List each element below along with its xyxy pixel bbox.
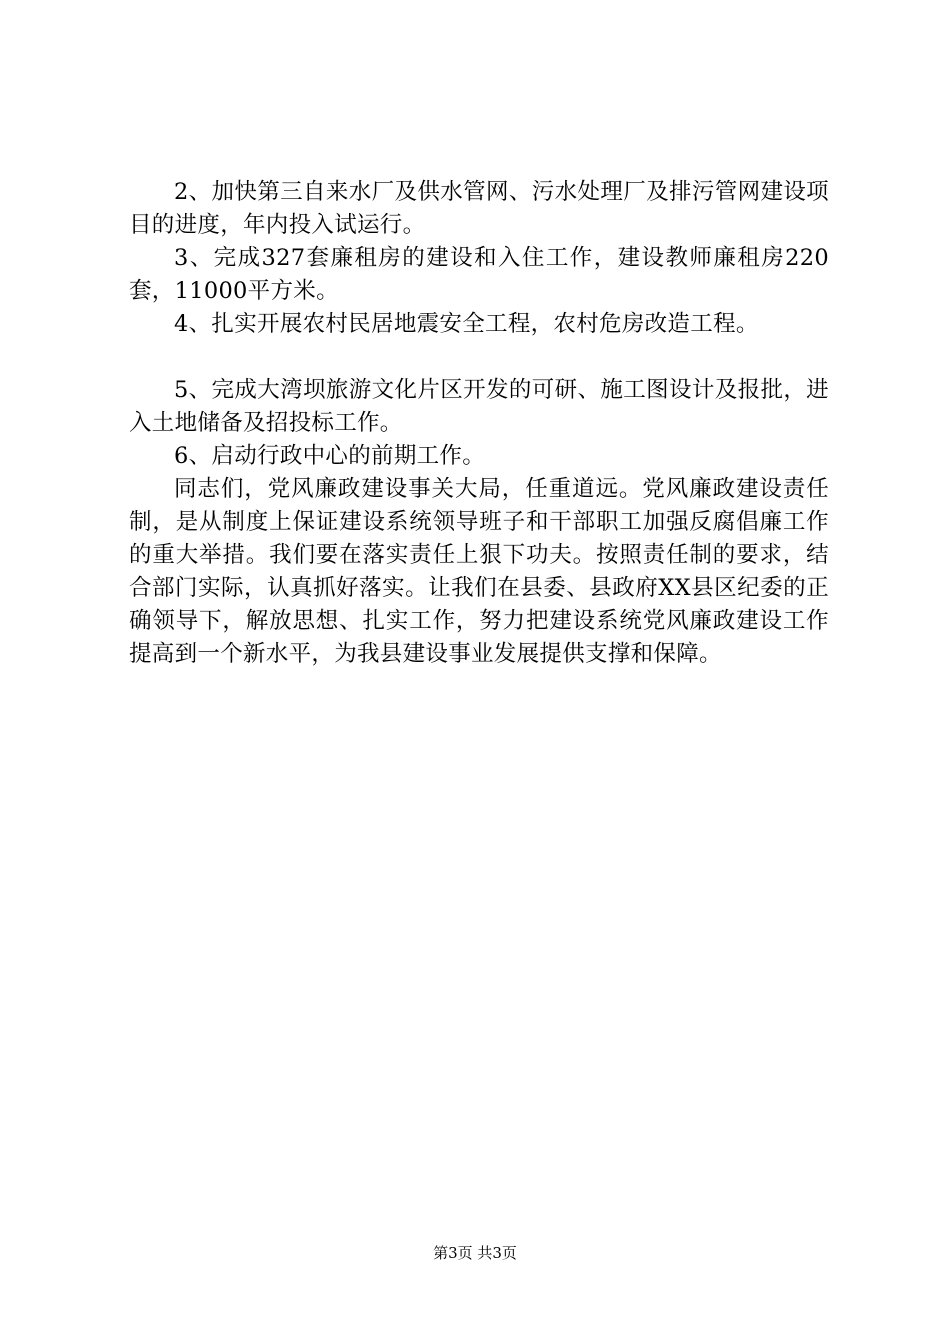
paragraph-item-5: 5、完成大湾坝旅游文化片区开发的可研、施工图设计及报批，进入土地储备及招投标工作。 — [129, 377, 829, 436]
page-number: 第3页 共3页 — [433, 1244, 517, 1262]
document-body — [129, 176, 829, 671]
paragraph-closing: 同志们，党风廉政建设事关大局，任重道远。党风廉政建设责任制，是从制度上保证建设系统领导班子和干部职工加强反腐倡廉工作的重大举措。我们要在落实责任上狠下功夫。按照责任制的要求，结合部门实际，认真抓好落实。让我们在县委、县政府XX县区纪委的正确领导下，解放思想、扎实工作，努力把建设系统党风廉政建设工作提高到一个新水平，为我县建设事业发展提供支撑和保障。 — [129, 476, 829, 667]
paragraph-item-3: 3、完成327套廉租房的建设和入住工作，建设教师廉租房220套，11000平方米。 — [129, 245, 829, 304]
paragraph-item-6: 6、启动行政中心的前期工作。 — [174, 443, 486, 469]
page-footer — [0, 1243, 950, 1263]
paragraph-item-4: 4、扎实开展农村民居地震安全工程，农村危房改造工程。 — [174, 311, 759, 337]
paragraph-item-2: 2、加快第三自来水厂及供水管网、污水处理厂及排污管网建设项目的进度，年内投入试运行。 — [129, 179, 829, 238]
